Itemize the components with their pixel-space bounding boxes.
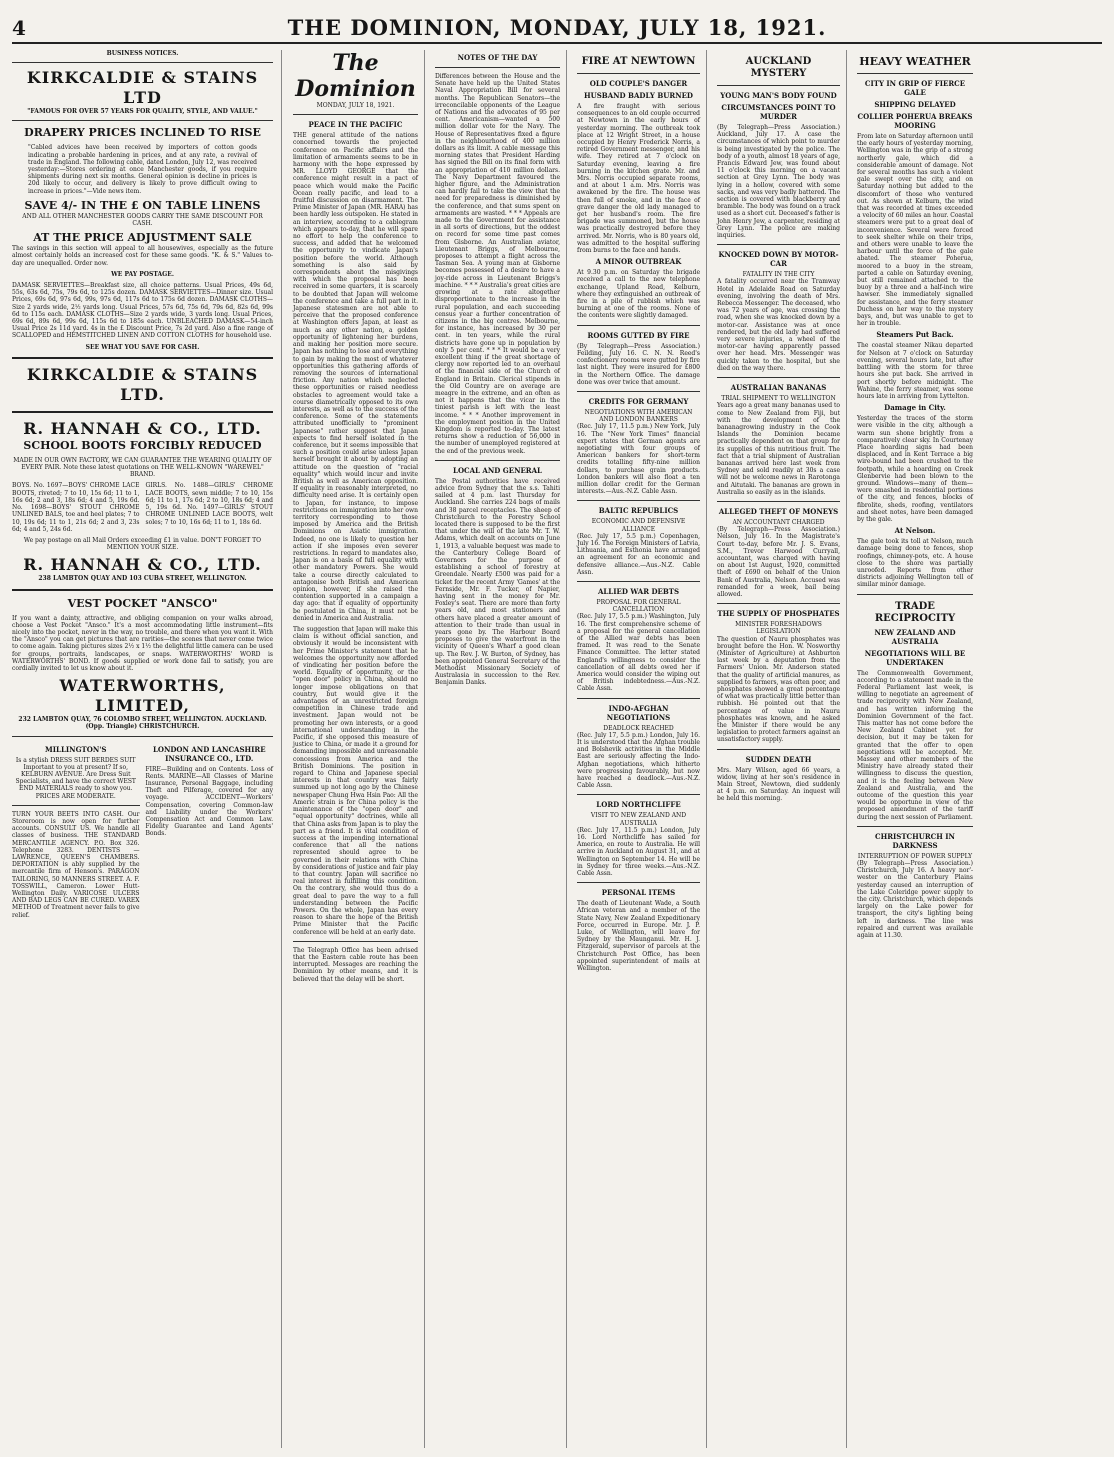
knocked-sub: FATALITY IN THE CITY bbox=[742, 271, 815, 279]
bottom-ads bbox=[12, 742, 273, 919]
auckland-sub2: CIRCUMSTANCES POINT TO MURDER bbox=[721, 103, 836, 121]
bananas-sub: TRIAL SHIPMENT TO WELLINGTON bbox=[721, 395, 836, 403]
millington-text: Is a stylish DRESS SUIT BERDES SUIT Important to you at present? If so, KELBURN AVENUE. Are Dress Suit Specialists, and have the correct WEST END MATERIALS ready to show you. PRICES ARE MODERATE. bbox=[15, 756, 136, 800]
local-text: The Postal authorities have received advice from Sydney that the s.s. Tahiti sailed at 4 p.m. last Thursday for Auckland. She carries 224 bags of mails and 38 parcel receptacles. The sheep of Christchurch to the Forestry School located there is supposed to be the first that under the will of the late Mr. T. W. Adams, which dealt on accounts on June 1, 1913, a valuable bequest was made to the Canterbury College Board of Governors for the purpose of establishing a school of forestry at Greendale. Nearly £500 was paid for a ticket for the recent Army 'Games' at the Fernside, Mr. F. Tucker, of Napier, having sent in the money for Mr. Foxley's seat. There are more than forty years old, and most stationers and others have placed a greater amount of attention to their trade than usual in years gone by. The Harbour Board proposes to give the waterfront in the vicinity of Queen's Wharf a good clean up. The Rev. J. W. Burton, of Sydney, has been appointed General Secretary of the Methodist Missionary Society of Australasia in succession to the Rev. Benjamin Danks. bbox=[435, 477, 560, 687]
editorial-date: MONDAY, JULY 18, 1921. bbox=[316, 102, 395, 109]
minor-outbreak-text: At 9.30 p.m. on Saturday the brigade received a call to the new telephone exchange, Upland Road, Kelburn, where they extinguished an outbreak of fire in a pile of rubbish which was burning at one of the rooms. None of the contents were slightly damaged. bbox=[577, 269, 700, 320]
nelson-heading: At Nelson. bbox=[894, 526, 936, 536]
trade-heading: TRADE RECIPROCITY bbox=[874, 600, 956, 624]
notes-column bbox=[429, 50, 567, 1448]
steamers-heading: Steamers Put Back. bbox=[876, 330, 954, 340]
weather-heading: HEAVY WEATHER bbox=[859, 55, 971, 68]
christchurch-text: (By Telegraph—Press Association.) Christchurch, July 16. A heavy nor'-wester on the Canterbury Plains yesterday caused an interruption of the Lake Coleridge power supply to the city. Christchurch, which depends largely on the Lake power for transport, the city's lighting being left in darkness. The line was repaired and current was available again at 11.30. bbox=[857, 860, 973, 940]
christchurch-heading: CHRISTCHURCH IN DARKNESS bbox=[875, 831, 955, 850]
news-column-fire bbox=[571, 50, 707, 1448]
credits-sub: NEGOTIATIONS WITH AMERICAN AND LONDON BANKERS bbox=[584, 408, 693, 424]
notes-heading: NOTES OF THE DAY bbox=[457, 53, 538, 62]
weather-sub3: COLLIER POHERUA BREAKS MOORING bbox=[857, 112, 973, 130]
fire-sub2: HUSBAND BADLY BURNED bbox=[584, 91, 693, 100]
editorial-continuation: The suggestion that Japan will make this claim is without official sanction, and obviously it would be inconsistent with her Prime Minister's statement that he welcomes the opportunity now afforded of vindicating her position before the world. Equality of opportunity, or the "open door" policy in China, should no longer impose obligations on that country, but would give it the advantages of an unrestricted foreign competition in Chinese trade and investment. Japan would not be promoting her own interests, or a good international understanding in the Pacific, if she opposed this measure of justice to China, or made it a ground for demanding impossible and unreasonable concessions from America and the British Dominions. The position in regard to China and Japanese special interests in that country was fairly summed up not long ago by the Chinese newspaper Chung Hwa Hsin Pao: All the Americ strain is for China policy is the maintenance of the "open door" and "equal opportunity" doctrines, while all that China asks from Japan is to play the part as a friend. It is vital condition of success at the impending international conference that all the nations represented should agree to be governed in their relations with China by considerations of justice and fair play to that country. Japan will sacrifice no real interest in fulfilling this condition. On the contrary, she would thus do a great deal to pave the way to a full understanding between the Pacific Powers. On the whole, Japan has every reason to share the hope of the British Prime Minister that the Pacific conference will be held at an early date. bbox=[293, 626, 418, 936]
phosphates-heading: THE SUPPLY OF PHOSPHATES bbox=[717, 609, 840, 619]
small-ads: TURN YOUR BEETS INTO CASH. Our Storeroom is now open for further accounts. CONSULT US. We handle all classes of business. THE STANDARD MERCANTILE AGENCY. P.O. Box 326. Telephone 3283. DENTISTS — LAWRENCE, QUEEN'S CHAMBERS. DEPORTATION is ably supplied by the mercantile firm of Henson's. PARAGON TAILORING, 50 MANNERS STREET. A. F. TOSSWILL, Cameron. Lower Hutt-Wellington Daily. VARICOSE ULCERS AND BAD LEGS CAN BE CURED. VAREX METHOD of Treatment never fails to give relief. bbox=[12, 810, 140, 919]
hannah-postage: We pay postage on all Mail Orders exceeding £1 in value. DON'T FORGET TO MENTION YOUR SIZE. bbox=[23, 536, 262, 552]
damage-heading: Damage in City. bbox=[884, 403, 946, 413]
rooms-text: (By Telegraph—Press Association.) Feilding, July 16. C. N. N. Reed's confectionery rooms were gutted by fire last night. They were insured for £800 in the Northern Office. The damage done was over twice that amount. bbox=[577, 342, 700, 386]
auckland-sub1: YOUNG MAN'S BODY FOUND bbox=[720, 91, 837, 100]
page-number: 4 bbox=[12, 16, 26, 40]
rooms-heading: ROOMS GUTTED BY FIRE bbox=[587, 330, 690, 340]
allied-sub: PROPOSAL FOR GENERAL CANCELLATION bbox=[596, 598, 681, 614]
phosphates-text: The question of Nauru phosphates was brought before the Hon. W. Nosworthy (Minister of Agriculture) at Ashburton last week by a deputation from the Farmers' Union. Mr. Anderson stated that the quality of artificial manures, as supplied to farmers, was often poor, and phosphates showed a great percentage of what was practically little better than rubbish. He pointed out that the percentage of value in Nauru phosphates was known, and he asked the Minister if there would be any legislation to protect farmers against an unsatisfactory supply. bbox=[717, 635, 840, 744]
auckland-text: (By Telegraph—Press Association.) Auckland, July 17. A case the circumstances of which point to murder is being investigated by the police. The body of a youth, almost 18 years of age, Francis Edward Jew, was found about 11 o'clock this morning on a vacant section at Grey Lynn. The body was lying in a hollow, covered with some sacks, and was very badly battered. The section is covered with blackberry and bramble. The body was found on a track used as a short cut. Deceased's father is John Henry Jew, a carpenter, residing at Grey Lynn. The police are making inquiries. bbox=[717, 124, 840, 240]
kirkcaldie-footer: KIRKCALDIE & STAINS LTD. bbox=[26, 364, 259, 404]
save-heading: SAVE 4/- IN THE £ ON TABLE LINENS bbox=[24, 198, 261, 212]
page-header bbox=[12, 12, 1102, 44]
hannah-girls: GIRLS. No. 1488—GIRLS' CHROME LACE BOOTS, sewn middle; 7 to 10, 15s 6d; 11 to 1, 17s 6d; 2 to 10, 18s 6d; 4 and 5, 19s 6d. No. 1497—GIRLS' STOUT CHROME UNLINED LACE BOOTS, welt soles; 7 to 10, 16s 6d; 11 to 1, 18s 6d. bbox=[145, 482, 273, 526]
hannah-boys: BOYS. No. 1697—BOYS' CHROME LACE BOOTS, riveted; 7 to 10, 15s 6d; 11 to 1, 16s 6d; 2 and 3, 18s 6d; 4 and 5, 19s 6d. No. 1698—BOYS' STOUT CHROME UNLINED BALS, toe and heel plates; 7 to 10, 19s 6d; 11 to 1, 21s 6d; 2 and 3, 23s 6d; 4 and 5, 24s 6d. bbox=[12, 482, 140, 533]
dominion-masthead: The Dominion bbox=[295, 50, 416, 102]
kirkcaldie-title: KIRKCALDIE & STAINS LTD bbox=[26, 68, 259, 108]
peace-heading: PEACE IN THE PACIFIC bbox=[308, 120, 403, 130]
baltic-sub: ECONOMIC AND DEFENSIVE ALLIANCE bbox=[591, 518, 686, 533]
hannah-address: 238 LAMBTON QUAY AND 103 CUBA STREET, WELLINGTON. bbox=[38, 575, 247, 583]
weather-sub1: CITY IN GRIP OF FIERCE GALE bbox=[864, 79, 966, 97]
personal-text: The death of Lieutenant Wade, a South African veteran and a member of the State Navy, New Zealand Expeditionary Force, occurred in Europe. Mr. J. P. Luke, of Wellington, will leave for Sydney by the Maunganui. Mr. H. J. Fitzgerald, supervisor of parcels at the Christchurch Post Office, has been appointed superintendent of mails at Wellington. bbox=[577, 900, 700, 973]
ansco-text: If you want a dainty, attractive, and obliging companion on your walks abroad, choose a Vest Pocket "Ansco." It's a most accommodating little instrument—fits nicely into the pocket, never in the way, no trouble, and there when you want it. With the "Ansco" you can get pictures that are rarities—the scenes that never come twice to come again. Taking pictures sizes 2½ x 1½ the delightful little camera can be used for groups, portraits, landscapes, or snaps. WATERWORTHS' WORD is WATERWORTHS' BOND. If goods supplied or work done fail to satisfy, you are cordially invited to let us know about it. bbox=[12, 614, 273, 672]
sudden-death-heading: SUDDEN DEATH bbox=[745, 754, 812, 764]
weather-sub2: SHIPPING DELAYED bbox=[874, 100, 956, 109]
editorial-column bbox=[287, 50, 425, 1448]
credits-text: (Rec. July 17, 11.5 p.m.) New York, July 16. The "New York Times" financial expert states that German agents are negotiating with four groups of American bankers for short-term credits totalling fifty-nine million dollars, to purchase grain products. London bankers will also float a ten million dollar credit for the German interests.—Aus.-N.Z. Cable Assn. bbox=[577, 423, 700, 496]
we-pay-postage: WE PAY POSTAGE. bbox=[111, 270, 174, 278]
kirkcaldie-tagline: "FAMOUS FOR OVER 57 YEARS FOR QUALITY, STYLE, AND VALUE." bbox=[27, 108, 258, 116]
hannah-boot-list bbox=[12, 482, 273, 532]
waterworths-address: 232 LAMBTON QUAY, 76 COLOMBO STREET, WELLINGTON. AUCKLAND. (Opp. Triangle) CHRISTCHURCH. bbox=[18, 716, 267, 731]
lord-sub: VISIT TO NEW ZEALAND AND AUSTRALIA bbox=[590, 812, 687, 827]
hannah-subtitle: SCHOOL BOOTS FORCIBLY REDUCED bbox=[23, 438, 262, 452]
india-text: (Rec. July 17, 5.5 p.m.) London, July 16. It is understood that the Afghan trouble and Bolshevik activities in the Middle East are seriously affecting the Indo-Afghan negotiations, which hitherto were progressing favourably, but now have reached a deadlock.—Aus.-N.Z. Cable Assn. bbox=[577, 731, 700, 790]
phosphates-sub: MINISTER FORESHADOWS LEGISLATION bbox=[735, 621, 822, 636]
theft-text: (By Telegraph—Press Association.) Nelson, July 16. In the Magistrate's Court to-day, before Mr. J. S. Evans, S.M., Trevor Harwood Curryall, accountant, was charged with having on about 1st August, 1920, committed theft of £690 on behalf of the Union Bank of Australia, Nelson. Accused was remanded for a week, bail being allowed. bbox=[717, 526, 840, 598]
trade-text: The Commonwealth Government, according to a statement made in the Federal Parliament last week, is willing to negotiate an agreement of trade reciprocity with New Zealand, and has written informing the Dominion Government of the fact. This matter has not come before the New Zealand Cabinet yet for decision, but it may be taken for granted that the offer to open negotiations will be accepted. Mr. Massey and other members of the Ministry have already stated their willingness to discuss the question, and it is the feeling between New Zealand and Australia, and the outcome of the question this year would be opportune in view of the proposed amendment of the tariff during the next session of Parliament. bbox=[857, 669, 973, 821]
india-sub: DEADLOCK REACHED bbox=[603, 724, 674, 732]
sudden-death-text: Mrs. Mary Wilson, aged 66 years, a widow, living at her son's residence in Main Street, Newtown, died suddenly at 4 p.m. on Saturday. An inquest will be held this morning. bbox=[717, 766, 840, 803]
bananas-text: Years ago a great many bananas used to come to New Zealand from Fiji, but with the development of the bananagrowing industry in the Cook Islands the Dominion became practically dependent on that group for its supplies of this nutritious fruit. The fact that a trial shipment of Australian bananas arrived here last week from Sydney and sold readily at 30s a case will not be welcome news in Rarotonga and Aitutaki. The bananas are grown in Australia so easily as in the islands. bbox=[717, 402, 840, 496]
fire-sub1: OLD COUPLE'S DANGER bbox=[589, 79, 688, 88]
save-subheading: AND ALL OTHER MANCHESTER GOODS CARRY THE SAME DISCOUNT FOR CASH. bbox=[22, 212, 263, 228]
advertisements-column bbox=[12, 50, 282, 1448]
millington-title: MILLINGTON'S bbox=[45, 744, 107, 754]
local-heading: LOCAL AND GENERAL bbox=[453, 465, 542, 475]
newspaper-title: THE DOMINION, MONDAY, JULY 18, 1921. bbox=[287, 15, 827, 40]
business-notices-label: BUSINESS NOTICES. bbox=[106, 50, 179, 57]
knocked-heading: KNOCKED DOWN BY MOTOR-CAR bbox=[718, 250, 839, 269]
drapery-heading: DRAPERY PRICES INCLINED TO RISE bbox=[24, 126, 261, 140]
lord-heading: LORD NORTHCLIFFE bbox=[596, 800, 681, 810]
news-column-auckland bbox=[711, 50, 847, 1448]
auckland-heading: AUCKLAND MYSTERY bbox=[745, 56, 812, 79]
trade-sub2: NEGOTIATIONS WILL BE UNDERTAKEN bbox=[864, 648, 966, 667]
steamers-text: The coastal steamer Nikau departed for Nelson at 7 o'clock on Saturday evening, several hours late, but after battling with the storm for three hours she put back. She arrived in port shortly before midnight. The Wahine, the ferry steamer, was some hours late in arriving from Lyttelton. bbox=[857, 342, 973, 400]
waterworths-title: WATERWORTHS, LIMITED, bbox=[59, 676, 226, 716]
price-adjustment-text: The savings in this section will appeal to all housewives, especially as the future almost certainly holds an increased cost for these same goods. "K. & S." Values to-day are unequalled. Order now. bbox=[12, 245, 273, 267]
india-heading: INDO-AFGHAN NEGOTIATIONS bbox=[606, 703, 671, 722]
baltic-heading: BALTIC REPUBLICS bbox=[598, 506, 679, 516]
fire-text: A fire fraught with serious consequences to an old couple occurred at Newtown in the early hours of yesterday morning. The outbreak took place at 12 Wright Street, in a house occupied by Henry Frederick Norris, a retired Government messenger, and his wife. They retired at 7 o'clock on Saturday evening, leaving a fire burning in the kitchen grate. Mr. and Mrs. Norris occupied separate rooms, and at about 1 a.m. Mrs. Norris was awakened by the fire. The house was then full of smoke, and in the face of grave danger the old lady managed to get her husband's room. The fire brigade was summoned, but the house was practically destroyed before they arrived. Mr. Norris, who is 80 years old, was admitted to the hospital suffering from burns to the face and hands. bbox=[577, 103, 700, 255]
ansco-title: VEST POCKET "ANSCO" bbox=[67, 596, 218, 610]
hannah-footer: R. HANNAH & CO., LTD. bbox=[23, 555, 262, 575]
christchurch-sub: INTERRUPTION OF POWER SUPPLY bbox=[857, 852, 973, 860]
trade-sub: NEW ZEALAND AND AUSTRALIA bbox=[874, 627, 956, 646]
lancashire-text: FIRE—Building and on Contents. Loss of Rents. MARINE—All Classes of Marine Insurance, Personal Baggage, including Theft and Pilferage, covered for any voyage. ACCIDENT—Workers' Compensation, covering Common-law and Liability under the Workers' Compensation Act and Common Law. Fidelity Guarantee and Land Agents' Bonds. bbox=[145, 765, 273, 838]
news-column-weather bbox=[851, 50, 979, 1448]
notes-text: Differences between the House and the Senate have held up the United States Naval Appropriation Bill for several months. The Republican Senators—the irreconcilable opponents of the League of Nations and the advocates of 95 per cent. Americanism—wanted a 500 million dollar vote for the Navy. The House of Representatives fixed a figure in the neighbourhood of 400 million dollars as its limit. A cable message this morning states that President Harding has signed the Bill on its final form with an appropriation of 410 million dollars. The Navy Department favoured the higher figure, and the Administration can hardly fail to take the view that the need for preparedness is diminished by the conference, and that sums spent on armaments are wasted. * * * Appeals are made to the Government for assistance in all sorts of directions, but the oddest on record for some time past comes from Gisborne. An Australian aviator, Lieutenant Briggs, of Melbourne, proposes to attempt a flight across the Tasman Sea. A young man at Gisborne becomes possessed of a desire to have a joy-ride across in Lieutenant Briggs's machine. * * * Australia's great cities are growing at a rate altogether disproportionate to the increase in the rural population, and each succeeding census year a further concentration of citizens in the big centres. Melbourne, for instance, has increased by 30 per cent. in ten years, while the rural districts have gone up in population by only 5 per cent. * * * It would be a very excellent thing if the great shortage of clergy now reported led to an overhaul of the financial side of the Church of England in Britain. Clerical stipends in the Old Country are on average are meagre in the extreme, and an often as not it happens that the vicar in the tiniest parish is left with the least income. * * * Another improvement in the employment position in the United Kingdom is reported to-day. The latest returns show a reduction of 56,000 in the number of unemployed registered at the end of the previous week. bbox=[435, 73, 560, 455]
personal-heading: PERSONAL ITEMS bbox=[601, 888, 676, 898]
nelson-text: The gale took its toll at Nelson, much damage being done to fences, shop roofings, chimney-pots, etc. A house close to the shore was partially unroofed. Reports from other districts adjoining Wellington tell of similar minor damage. bbox=[857, 538, 973, 589]
price-adjustment-heading: AT THE PRICE ADJUSTMENT SALE bbox=[33, 231, 252, 245]
theft-sub: AN ACCOUNTANT CHARGED bbox=[732, 518, 825, 526]
minor-outbreak-heading: A MINOR OUTBREAK bbox=[595, 257, 682, 267]
theft-heading: ALLEGED THEFT OF MONEYS bbox=[718, 506, 839, 516]
credits-heading: CREDITS FOR GERMANY bbox=[588, 396, 689, 406]
allied-text: (Rec. July 17, 5.5 p.m.) Washington, July 16. The first comprehensive scheme of a proposal for the general cancellation of the Allied war debts has been framed. It was read to the Senate Finance Committee. The letter stated England's willingness to consider the cancellation of all debts owed her if America would consider the wiping out of British indebtedness.—Aus.-N.Z. Cable Assn. bbox=[577, 613, 700, 693]
lord-text: (Rec. July 17, 11.5 p.m.) London, July 16. Lord Northcliffe has sailed for America, en route to Australia. He will arrive in Auckland on August 31, and at Wellington on September 14. He will be in Sydney for three weeks.—Aus.-N.Z. Cable Assn. bbox=[577, 826, 700, 878]
weather-text: From late on Saturday afternoon until the early hours of yesterday morning, Wellington was in the grip of a strong northerly gale, which did a considerable amount of damage. Not for several months has such a violent gale swept over the city, and on Saturday nothing but added to the discomfort of those who ventured out. As shown at Kelburn, the wind that was recorded at times exceeded a velocity of 60 miles an hour. Coastal steamers were put to a great deal of inconvenience. Several were forced to seek shelter while on their trips, and others were unable to leave the harbour until the force of the gale abated. The steamer Poherua, moored to a buoy in the stream, parted a cable on Saturday evening, but still remained attached to the buoy by a three and a half-inch wire hawser. She immediately signalled for assistance, and the ferry steamer Duchess on her way to the mystery bays, and, but was unable to get to her in trouble. bbox=[857, 133, 974, 328]
bananas-heading: AUSTRALIAN BANANAS bbox=[730, 383, 827, 393]
drapery-text: "Cabled advices have been received by importers of cotton goods indicating a probable hardening in prices, and at any rate, a revival of trade in England. The following cable, dated London, July 12, was received yesterday:—Stores ordering at once Manchester goods, if you require shipments during next six months. General opinion is decline in prices is 20d likely to occur, and delivery is likely to prove difficult owing to increase in prices."—Vide news item. bbox=[28, 144, 257, 195]
hannah-intro: MADE IN OUR OWN FACTORY, WE CAN GUARANTEE THE WEARING QUALITY OF EVERY PAIR. Note these latest quotations on THE WELL-KNOWN "WAREWEL" BRAND. bbox=[13, 456, 272, 479]
fire-heading: FIRE AT NEWTOWN bbox=[581, 56, 696, 67]
linen-price-list: DAMASK SERVIETTES—Breakfast size, all choice patterns. Usual Prices, 49s 6d, 55s, 63s 6d, 75s, 79s 6d, to 125s dozen. DAMASK SERVIETTES—Dinner size. Usual Prices, 69s 6d, 97s 6d, 99s, 97s 6d, 117s 6d to 175s 6d dozen. DAMASK CLOTHS—Size 2 yards wide, 2½ yards long. Usual Prices, 57s 6d, 75s 6d, 79s 6d, 82s 6d, 99s 6d to 115s each. DAMASK CLOTHS—Size 2 yards wide, 3 yards long. Usual Prices, 69s 6d, 89s 6d, 99s 6d, 115s 6d to 185s each. UNBLEACHED DAMASK—54-inch Usual Price 2s 11d yard. 4s in the £ Discount Price, 7s 2d yard. Also a fine range of SCALLOPED and HEMSTITCHED LINEN AND COTTON CLOTHS for household use. bbox=[12, 282, 273, 340]
peace-text: THE general attitude of the nations concerned towards the projected conference on Pacific affairs and the limitation of armaments seems to be in harmony with the hope expressed by MR. LLOYD GEORGE that the conference might result in a pact of peace which would make the Pacific Ocean really pacific, and lead to a fruitful discussion on disarmament. The Prime Minister of Japan (MR. HARA) has been hardly less outspoken. He stated in an interview, according to a cablegram which appears to-day, that he will spare no effort to help the conference to success, and added that he welcomed the opportunity to vindicate Japan's position before the world. Although something is also said by correspondents about the misgivings with which the proposal has been received in some quarters, it is scarcely to be doubted that Japan will welcome the conference and take a full part in it. Japanese statesmen are not able to perceive that the proposed conference at Washington offers Japan, at least as much as any other nation, a golden opportunity of lightening her burdens, and making her position more secure. Japan has nothing to lose and everything to gain by making the most of whatever opportunities this gathering affords of removing the sources of international friction. Any nation which neglected these opportunities or raised needless obstacles to agreement would take a course diametrically opposed to its own interests, as well as to the success of the conference. Some of the statements attributed unofficially to "prominent Japanese" rather suggest that Japan expects to find herself isolated in the conference, but it seems impossible that such a position could arise unless Japan herself brought it about by adopting an attitude on the question of "racial equality" which would incur and invite British as well as American opposition. If equality in reasonably interpreted, no difficulty need arise. It is certainly open to Japan, for instance, to impose restrictions on immigration into her own territory corresponding to those imposed by America and the British Dominions on Asiatic immigration. Indeed, no one is likely to question her action if she imposes even severer restrictions. In regard to mandates also, Japan is on a basis of full equality with other mandatory Powers. She would take a course directly calculated to antagonise both British and American opinion, however, if she raised the contention supported in a campaign a day ago: that if equality of opportunity be postulated in China, it must not be denied in America and Australia. bbox=[293, 132, 418, 622]
see-what-you-save: SEE WHAT YOU SAVE FOR CASH. bbox=[85, 343, 200, 351]
baltic-text: (Rec. July 17, 5.5 p.m.) Copenhagen, July 16. The Foreign Ministers of Latvia, Lithuania, and Esthonia have arranged an agreement for an economic and defensive alliance.—Aus.-N.Z. Cable Assn. bbox=[577, 532, 700, 576]
lancashire-title: LONDON AND LANCASHIRE INSURANCE CO., LTD. bbox=[152, 744, 266, 763]
telegraph-note: The Telegraph Office has been advised that the Eastern cable route has been interrupted. Messages are reaching the Dominion by other means, and it is believed that the delay will be short. bbox=[293, 946, 418, 983]
hannah-title: R. HANNAH & CO., LTD. bbox=[23, 418, 262, 438]
allied-heading: ALLIED WAR DEBTS bbox=[597, 586, 680, 596]
knocked-text: A fatality occurred near the Tramway Hotel in Adelaide Road on Saturday evening, involving the death of Mrs. Rebecca Messenger. The deceased, who was 72 years of age, was crossing the road, when she was knocked down by a motor-car. Assistance was at once rendered, but the old lady had suffered very severe injuries, a wheel of the motor-car having apparently passed over her head. Mrs. Messenger was quickly taken to the hospital, but she died on the way there. bbox=[717, 278, 840, 372]
damage-text: Yesterday the traces of the storm were visible in the city, although a warm sun shone brightly from a comparatively clear sky. In Courtenay Place hoarding signs had been displaced, and in Kent Terrace a big wire-bound had been crushed to the footpath, while a hoarding on Creek Glenbervie had been blown to the ground. Windows—many of them—were smashed in residential portions of the city, and fences, blocks of fibrolite, sheds, roofing, ventilators and sheet notes, have been damaged by the gale. bbox=[857, 415, 973, 523]
